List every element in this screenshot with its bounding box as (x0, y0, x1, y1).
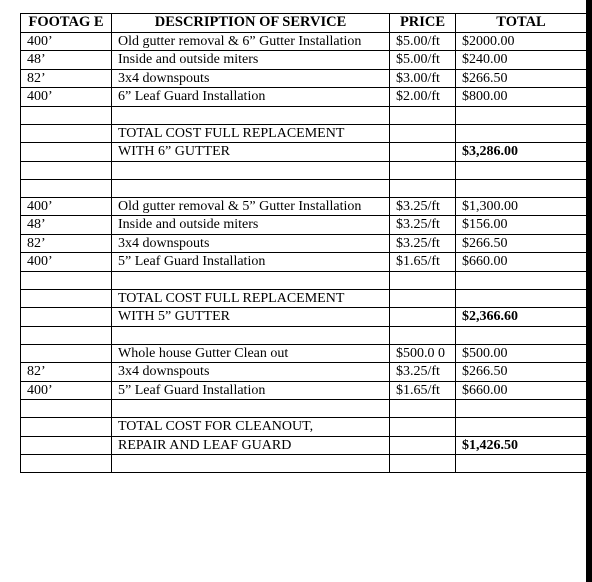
price-cell: $3.25/ft (390, 234, 456, 253)
table-row (21, 32, 587, 51)
total-cell: $2,366.60 (456, 308, 587, 327)
table-row (21, 253, 587, 272)
price-cell (390, 271, 456, 289)
table-header-row (21, 14, 587, 33)
footage-cell: 400’ (21, 88, 112, 107)
total-cell (456, 455, 587, 473)
footage-cell: 400’ (21, 253, 112, 272)
price-cell: $3.25/ft (390, 197, 456, 216)
table-row (21, 418, 587, 437)
page-edge-bar (586, 0, 592, 582)
table-row (21, 455, 587, 473)
price-cell: $2.00/ft (390, 88, 456, 107)
footage-cell (21, 344, 112, 363)
footage-cell: 400’ (21, 32, 112, 51)
total-cell (456, 106, 587, 124)
table-body (21, 32, 587, 473)
footage-cell (21, 308, 112, 327)
total-cell: $2000.00 (456, 32, 587, 51)
table-row (21, 363, 587, 382)
price-cell (390, 289, 456, 308)
price-cell (390, 455, 456, 473)
footage-cell: 82’ (21, 234, 112, 253)
description-cell (112, 179, 390, 197)
description-cell: REPAIR AND LEAF GUARD (112, 436, 390, 455)
footage-cell (21, 161, 112, 179)
description-cell (112, 271, 390, 289)
total-cell (456, 418, 587, 437)
description-cell: 6” Leaf Guard Installation (112, 88, 390, 107)
table-row (21, 51, 587, 70)
total-cell: $266.50 (456, 363, 587, 382)
description-cell: 5” Leaf Guard Installation (112, 381, 390, 400)
header-price: PRICE (390, 14, 456, 33)
total-cell (456, 400, 587, 418)
footage-cell (21, 143, 112, 162)
table-row (21, 436, 587, 455)
table-row (21, 289, 587, 308)
price-cell: $3.00/ft (390, 69, 456, 88)
footage-cell (21, 106, 112, 124)
price-cell (390, 161, 456, 179)
total-cell: $156.00 (456, 216, 587, 235)
table-row (21, 344, 587, 363)
price-cell (390, 143, 456, 162)
description-cell: WITH 5” GUTTER (112, 308, 390, 327)
price-cell (390, 436, 456, 455)
total-cell (456, 271, 587, 289)
price-cell: $1.65/ft (390, 253, 456, 272)
description-cell: Inside and outside miters (112, 51, 390, 70)
total-cell (456, 326, 587, 344)
description-cell (112, 455, 390, 473)
price-cell (390, 106, 456, 124)
description-cell: Inside and outside miters (112, 216, 390, 235)
footage-cell: 48’ (21, 216, 112, 235)
description-cell: 3x4 downspouts (112, 234, 390, 253)
description-cell (112, 326, 390, 344)
description-cell: 3x4 downspouts (112, 363, 390, 382)
price-cell (390, 418, 456, 437)
table-row (21, 161, 587, 179)
price-cell (390, 124, 456, 143)
description-cell: 3x4 downspouts (112, 69, 390, 88)
total-cell (456, 289, 587, 308)
total-cell: $1,300.00 (456, 197, 587, 216)
price-cell (390, 179, 456, 197)
total-cell (456, 161, 587, 179)
table-row (21, 197, 587, 216)
price-cell: $5.00/ft (390, 32, 456, 51)
footage-cell (21, 455, 112, 473)
total-cell (456, 179, 587, 197)
description-cell: TOTAL COST FULL REPLACEMENT (112, 124, 390, 143)
description-cell: 5” Leaf Guard Installation (112, 253, 390, 272)
footage-cell (21, 436, 112, 455)
total-cell: $266.50 (456, 69, 587, 88)
header-footage: FOOTAG E (21, 14, 112, 33)
description-cell: TOTAL COST FULL REPLACEMENT (112, 289, 390, 308)
table-row (21, 124, 587, 143)
total-cell: $240.00 (456, 51, 587, 70)
description-cell: Old gutter removal & 5” Gutter Installation (112, 197, 390, 216)
footage-cell (21, 271, 112, 289)
footage-cell (21, 326, 112, 344)
price-cell: $1.65/ft (390, 381, 456, 400)
total-cell: $266.50 (456, 234, 587, 253)
table-row (21, 234, 587, 253)
table-row (21, 381, 587, 400)
header-description: DESCRIPTION OF SERVICE (112, 14, 390, 33)
total-cell: $3,286.00 (456, 143, 587, 162)
total-cell: $500.00 (456, 344, 587, 363)
table-row (21, 143, 587, 162)
price-cell (390, 326, 456, 344)
description-cell: WITH 6” GUTTER (112, 143, 390, 162)
total-cell: $660.00 (456, 253, 587, 272)
description-cell (112, 106, 390, 124)
footage-cell: 82’ (21, 363, 112, 382)
total-cell: $1,426.50 (456, 436, 587, 455)
price-cell (390, 400, 456, 418)
footage-cell (21, 400, 112, 418)
footage-cell (21, 418, 112, 437)
description-cell: Whole house Gutter Clean out (112, 344, 390, 363)
price-cell: $3.25/ft (390, 363, 456, 382)
total-cell (456, 124, 587, 143)
description-cell (112, 161, 390, 179)
footage-cell (21, 289, 112, 308)
footage-cell: 82’ (21, 69, 112, 88)
description-cell: TOTAL COST FOR CLEANOUT, (112, 418, 390, 437)
table-row (21, 308, 587, 327)
price-cell: $5.00/ft (390, 51, 456, 70)
total-cell: $660.00 (456, 381, 587, 400)
footage-cell (21, 179, 112, 197)
table-row (21, 69, 587, 88)
table-row (21, 179, 587, 197)
price-cell: $500.0 0 (390, 344, 456, 363)
footage-cell: 400’ (21, 381, 112, 400)
table-row (21, 88, 587, 107)
table-row (21, 106, 587, 124)
footage-cell: 400’ (21, 197, 112, 216)
table-row (21, 400, 587, 418)
price-cell: $3.25/ft (390, 216, 456, 235)
table-row (21, 216, 587, 235)
table-row (21, 271, 587, 289)
pricing-table (20, 13, 587, 473)
description-cell (112, 400, 390, 418)
footage-cell (21, 124, 112, 143)
total-cell: $800.00 (456, 88, 587, 107)
table-row (21, 326, 587, 344)
footage-cell: 48’ (21, 51, 112, 70)
header-total: TOTAL (456, 14, 587, 33)
price-cell (390, 308, 456, 327)
description-cell: Old gutter removal & 6” Gutter Installation (112, 32, 390, 51)
